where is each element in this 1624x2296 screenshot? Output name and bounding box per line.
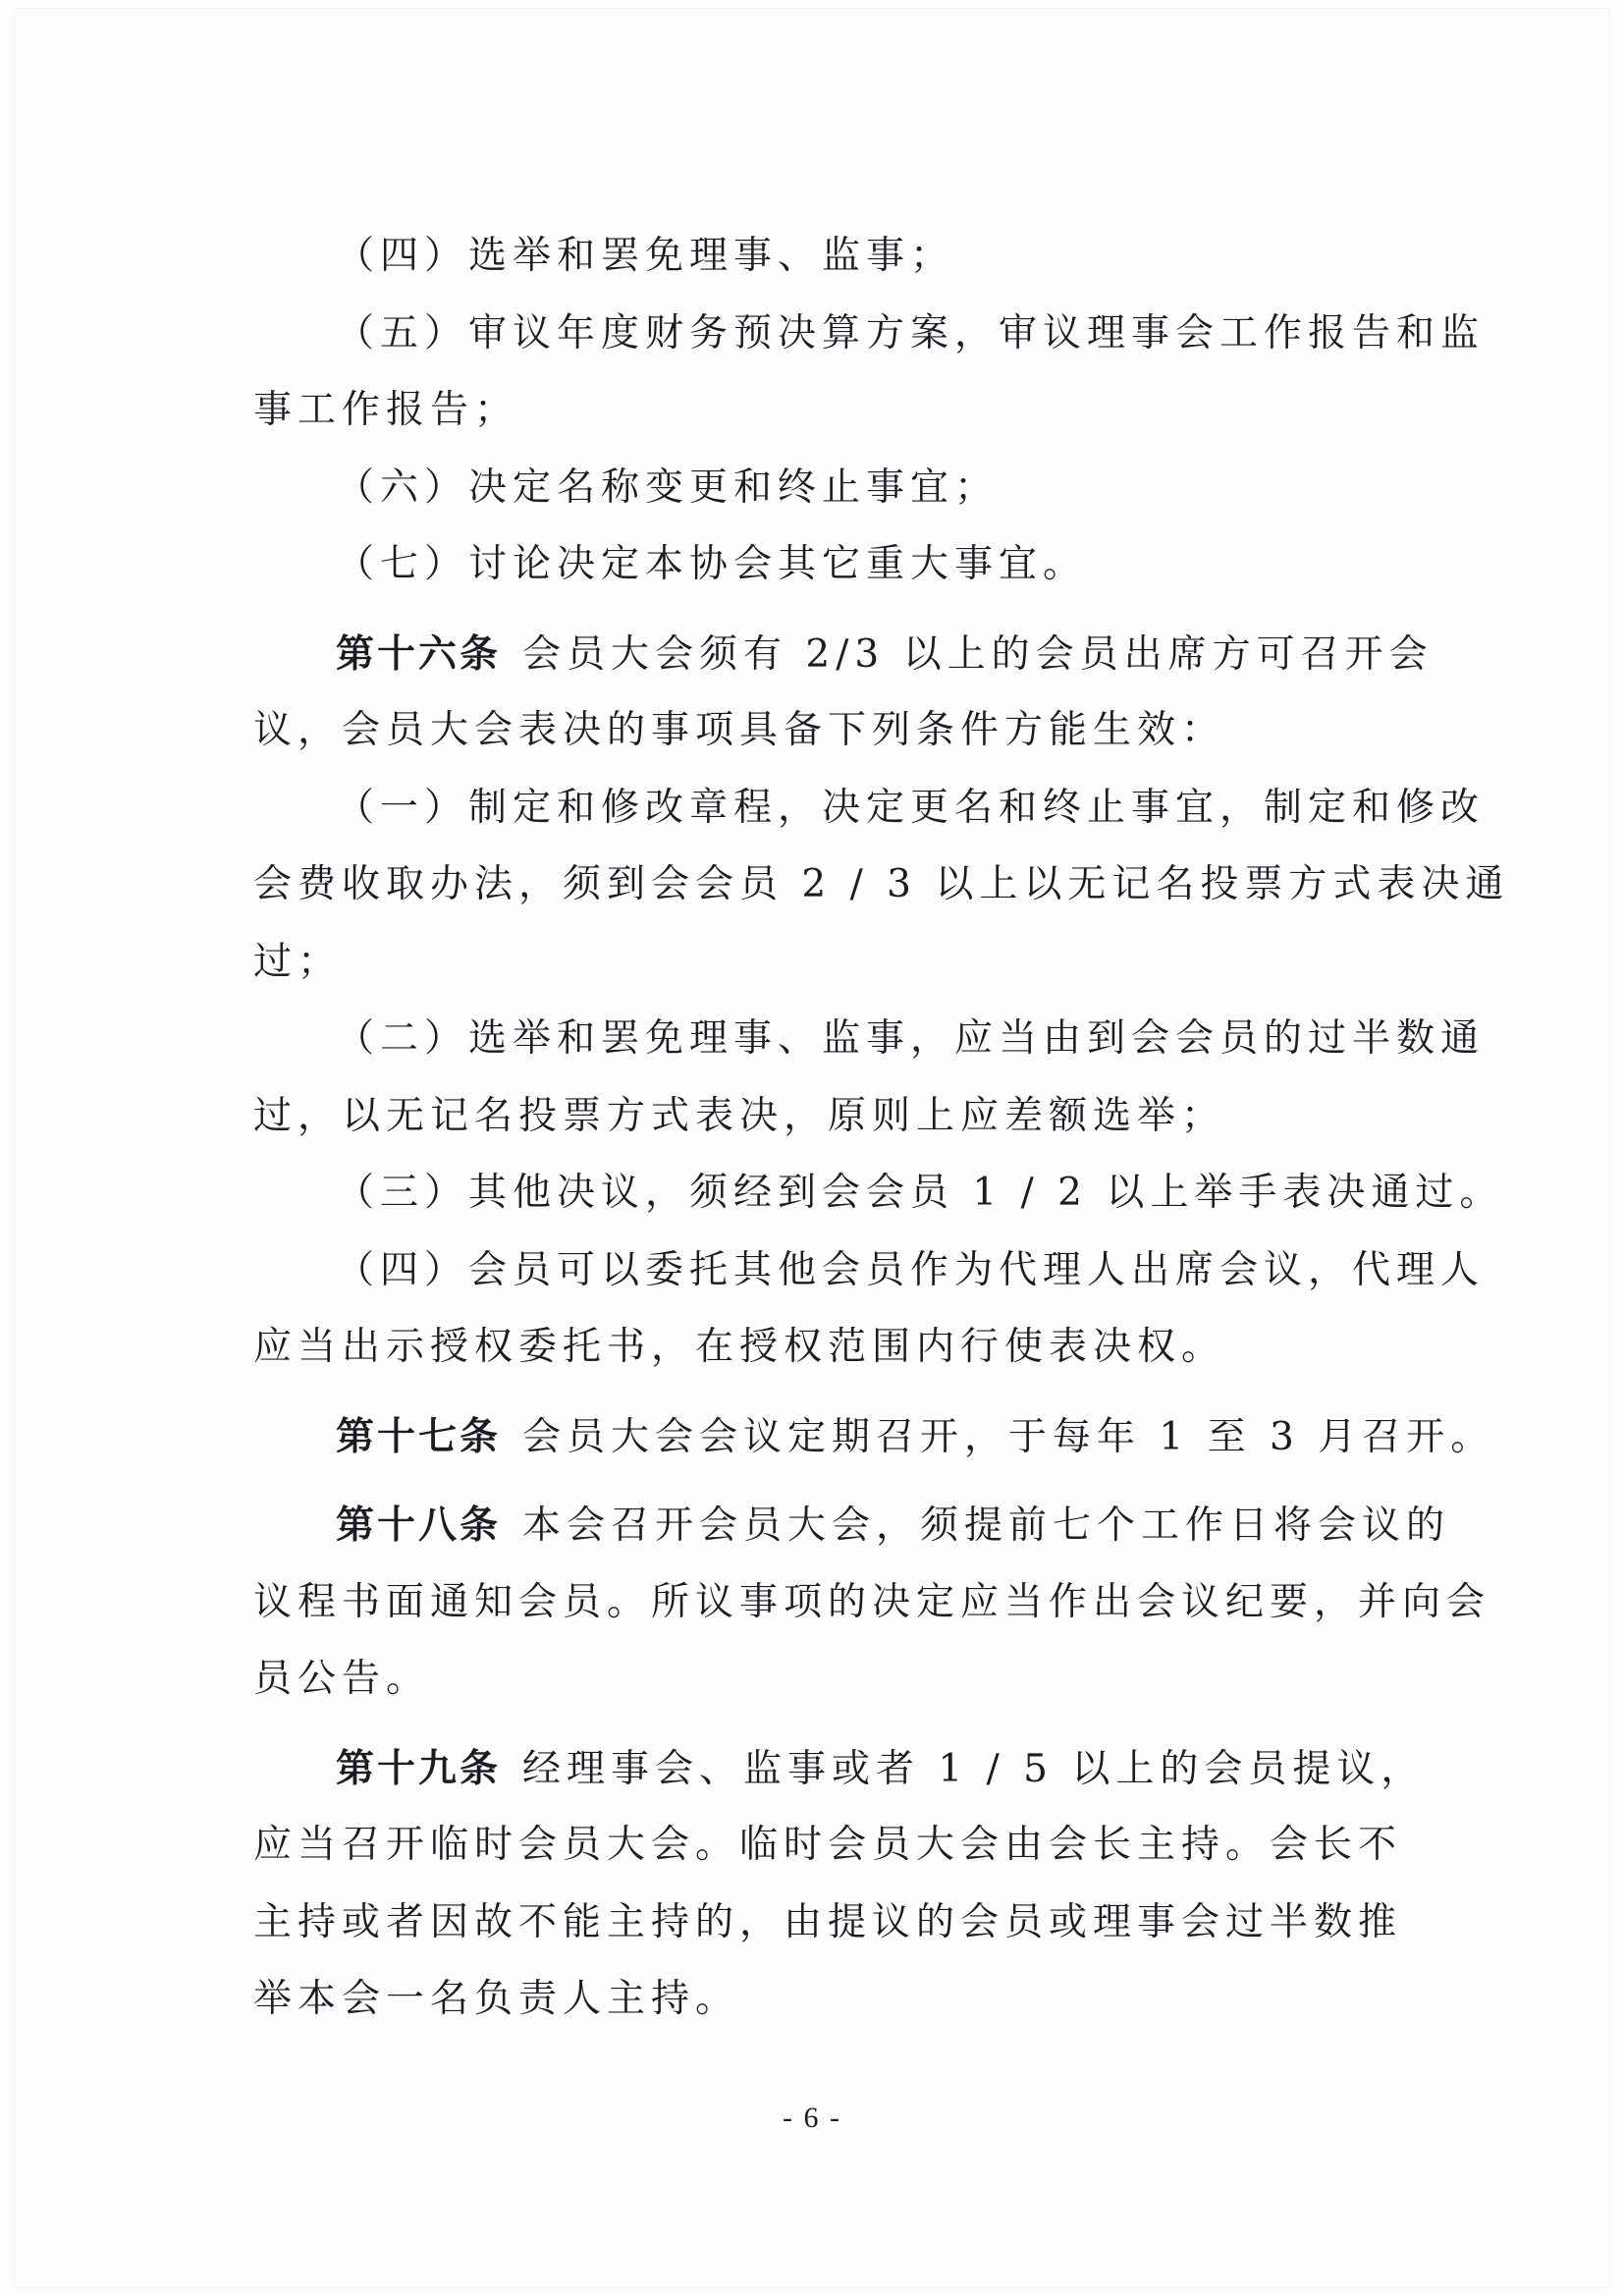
article-18-text: 本会召开会员大会，须提前七个工作日将会议的	[522, 1503, 1451, 1548]
paragraph-line: （二）选举和罢免理事、监事，应当由到会会员的过半数通	[336, 1016, 1486, 1061]
article-19-text: 经理事会、监事或者 1 / 5 以上的会员提议，	[522, 1746, 1426, 1791]
article-17-heading: 第十七条	[336, 1413, 502, 1459]
document-body	[253, 218, 1510, 2039]
paragraph-line: 应当召开临时会员大会。临时会员大会由会长主持。会长不	[253, 1823, 1403, 1867]
article-18-heading: 第十八条	[336, 1503, 502, 1548]
paragraph-line: 过；	[253, 939, 343, 984]
article-16-heading: 第十六条	[336, 630, 502, 677]
article-18-first-line	[253, 1487, 1451, 1564]
paragraph-line: 议，会员大会表决的事项具备下列条件方能生效：	[253, 708, 1226, 752]
paragraph-line: 应当出示授权委托书，在授权范围内行使表决权。	[253, 1325, 1226, 1369]
paragraph-line: 员公告。	[253, 1657, 431, 1701]
article-16-text: 会员大会须有 2/3 以上的会员出席方可召开会	[522, 631, 1434, 677]
article-19-first-line	[253, 1730, 1426, 1808]
paragraph-line: （三）其他决议，须经到会会员 1 / 2 以上举手表决通过。	[336, 1171, 1504, 1215]
paragraph-line: 议程书面通知会员。所议事项的决定应当作出会议纪要，并向会	[253, 1579, 1491, 1624]
paragraph-line: 过，以无记名投票方式表决，原则上应差额选举；	[253, 1093, 1226, 1138]
paragraph-line: 会费收取办法，须到会会员 2 / 3 以上以无记名投票方式表决通	[253, 862, 1510, 906]
paragraph-line: （五）审议年度财务预决算方案，审议理事会工作报告和监	[336, 310, 1486, 355]
article-17-text: 会员大会会议定期召开，于每年 1 至 3 月召开。	[522, 1414, 1495, 1459]
paragraph-line: （一）制定和修改章程，决定更名和终止事宜，制定和修改	[336, 785, 1486, 830]
paragraph-line: 事工作报告；	[253, 388, 519, 432]
article-17-line	[253, 1398, 1495, 1476]
paragraph-line: （七）讨论决定本协会其它重大事宜。	[336, 542, 1088, 586]
article-16-first-line	[253, 616, 1434, 693]
paragraph-line: 主持或者因故不能主持的，由提议的会员或理事会过半数推	[253, 1899, 1403, 1944]
paragraph-line: （六）决定名称变更和终止事宜；	[336, 465, 1000, 510]
article-19-heading: 第十九条	[336, 1745, 502, 1791]
paragraph-line: （四）会员可以委托其他会员作为代理人出席会议，代理人	[336, 1247, 1486, 1292]
paragraph-line: 举本会一名负责人主持。	[253, 1977, 740, 2021]
page-number: - 6 -	[783, 2102, 841, 2134]
paragraph-line: （四）选举和罢免理事、监事；	[336, 234, 955, 278]
